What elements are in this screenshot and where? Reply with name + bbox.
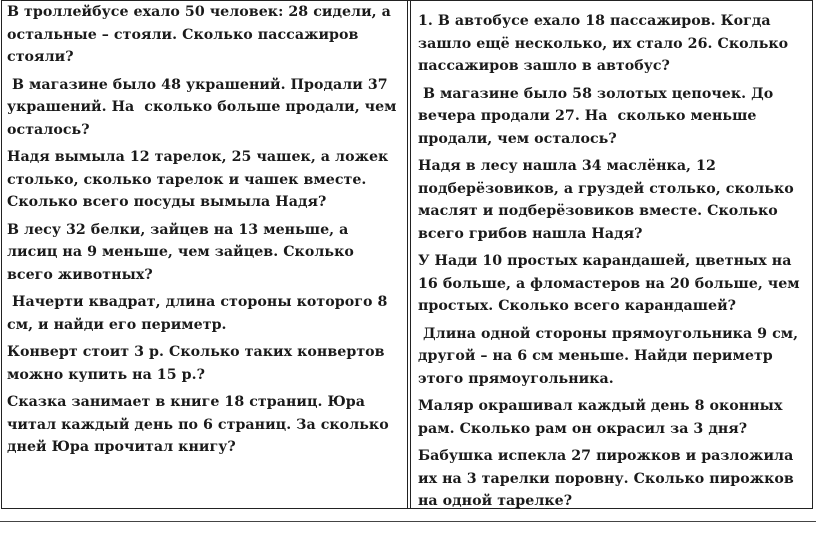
right-task-1: 1. В автобусе ехало 18 пассажиров. Когда зашло ещё несколько, их стало 26. Сколько пассажиров зашло в автобус?: [418, 13, 794, 74]
left-task-4: В лесу 32 белки, зайцев на 13 меньше, а лисиц на 9 меньше, чем зайцев. Сколько всего животных?: [7, 221, 359, 283]
left-task-7: Сказка занимает в книге 18 страниц. Юра читал каждый день по 6 страниц. За сколько дней Юра прочитал книгу?: [7, 394, 394, 455]
bottom-rule: [0, 521, 816, 522]
right-task-2: В магазине было 58 золотых цепочек. До вечера продали 27. На сколько меньше продали, чем осталось?: [418, 85, 779, 147]
tasks-table: [1, 0, 813, 509]
left-task-3: Надя вымыла 12 тарелок, 25 чашек, а ложек столько, сколько тарелок и чашек вместе. Сколько всего посуды вымыла Надя?: [7, 149, 394, 210]
left-column: [2, 1, 408, 508]
right-task-4: У Нади 10 простых карандашей, цветных на 16 больше, а фломастеров на 20 больше, чем простых. Сколько всего карандашей?: [418, 253, 805, 314]
right-task-5: Длина одной стороны прямоугольника 9 см, другой – на 6 см меньше. Найди периметр этого прямоугольника.: [418, 325, 804, 387]
right-task-7: Бабушка испекла 27 пирожков и разложила их на 3 тарелки поровну. Сколько пирожков на одной тарелке?: [418, 448, 799, 508]
left-task-6: Конверт стоит 3 р. Сколько таких конвертов можно купить на 15 р.?: [7, 344, 390, 383]
left-task-2: В магазине было 48 украшений. Продали 37 украшений. На сколько больше продали, чем осталось?: [7, 76, 402, 138]
right-task-3: Надя в лесу нашла 34 маслёнка, 12 подберёзовиков, а груздей столько, сколько маслят и подберёзовиков вместе. Сколько всего грибов нашла Надя?: [418, 158, 799, 242]
left-task-1: В троллейбусе ехало 50 человек: 28 сидели, а остальные – стояли. Сколько пассажиров стояли?: [7, 4, 396, 65]
right-task-6: Маляр окрашивал каждый день 8 оконных рам. Сколько рам он окрасил за 3 дня?: [418, 398, 788, 437]
left-task-5: Начерти квадрат, длина стороны которого 8 см, и найди его периметр.: [7, 294, 393, 333]
right-column: [411, 1, 812, 508]
